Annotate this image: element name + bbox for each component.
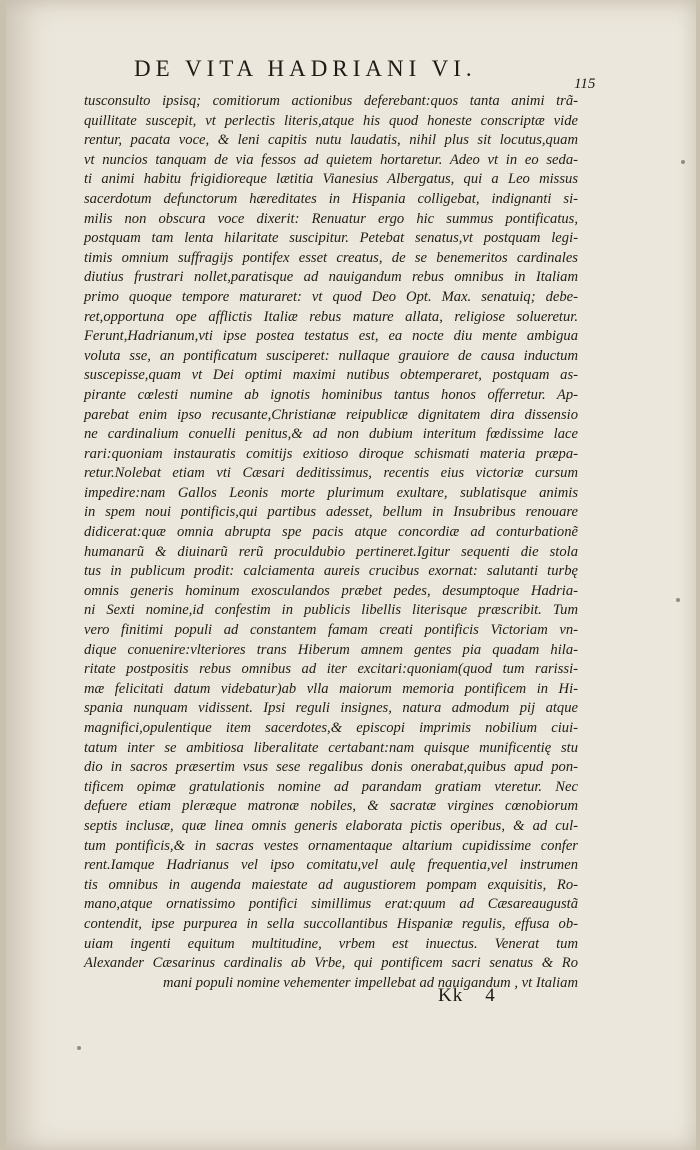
text-line: diutius frustrari nollet,paratisque ad nauigandum rebus omnibus in Italiam <box>84 269 578 286</box>
signature-mark <box>438 985 496 1007</box>
text-line: tatum inter se ambitiosa liberalitate certabant:nam quisque munificentię stu <box>84 739 578 756</box>
text-line: omnis generis hominum exosculandos præbet pedes, desumptoque Hadria- <box>84 582 578 599</box>
text-line: milis non obscura voce dixerit: Renuatur ergo hic summus pontificatus, <box>84 210 578 227</box>
text-line: pirante cœlesti numine ab ignotis hominibus tantus honos offerretur. Ap- <box>84 386 578 403</box>
text-line: ti animi habitu frigidioreque lætitia Vianesius Albergatus, qui a Leo missus <box>84 171 578 188</box>
signature-letters: Kk <box>438 985 464 1006</box>
text-line: tis omnibus in augenda maiestate ad augustiorem pompam exquisitis, Ro- <box>84 876 578 893</box>
text-line: didicerat:quæ omnia abrupta spe pacis atque concordiæ ad conturbationẽ <box>84 524 578 541</box>
text-line: defuere etiam pleræque matronæ nobiles, & sacratæ virgines cœnobiorum <box>84 798 578 815</box>
text-line: mano,atque ornatissimo pontifici simillimus erat:quum ad Cæsareaugustã <box>84 896 578 913</box>
text-line: quillitate suscepit, vt perlectis literis,atque his quod honeste conscriptæ vide <box>84 112 578 129</box>
running-head: DE VITA HADRIANI VI. <box>134 56 477 81</box>
text-line: dique conuenire:vlteriores trans Hiberum amnem gentes pia quadam hila- <box>84 641 578 658</box>
text-line: tificem opimæ gratulationis nomine ad parandam gratiam vteretur. Nec <box>84 778 578 795</box>
text-line: ni Sexti nomine,id confestim in publicis libellis literisque præscribit. Tum <box>84 602 578 619</box>
ink-speck <box>681 160 685 164</box>
text-line: in spem noui pontificis,qui partibus adesset, bellum in Insubribus renouare <box>84 504 578 521</box>
text-line: Alexander Cæsarinus cardinalis ab Vrbe, qui pontificem sacri senatus & Ro <box>84 955 578 972</box>
text-line: postquam tam lenta hilaritate suscipitur. Petebat senatus,vt postquam legi- <box>84 230 578 247</box>
text-line: parebat enim ipso recusante,Christianæ reipublicæ dignitatem dira dissensio <box>84 406 578 423</box>
book-page <box>6 0 696 1150</box>
text-line: humanarũ & diuinarũ rerũ proculdubio pertineret.Igitur sequenti die stola <box>84 543 578 560</box>
signature-number: 4 <box>485 985 496 1006</box>
text-line: ne cardinalium conuelli penitus,& ad non dubium interitum fœdissime lace <box>84 426 578 443</box>
text-line: rentur, pacata voce, & leni capitis nutu laudatis, nihil plus sit locutus,quam <box>84 132 578 149</box>
text-line: retur.Nolebat etiam vti Cæsari deditissimus, recentis eius victoriæ cursum <box>84 465 578 482</box>
text-line: timis omnium suffragijs pontifex esset creatus, de se benemeritos cardinales <box>84 249 578 266</box>
ink-speck <box>676 598 680 602</box>
text-line: dio in sacros præsertim vsus sese regalibus donis onerabat,quibus apud pon- <box>84 759 578 776</box>
text-line: septis inclusæ, quæ linea omnis generis elaborata pictis operibus, & ad cul- <box>84 817 578 834</box>
text-line: primo quoque tempore maturaret: vt quod Deo Opt. Max. senatuiq; debe- <box>84 288 578 305</box>
text-line: ritate postpositis rebus omnibus ad iter excitari:quoniam(quod tum rarissi- <box>84 661 578 678</box>
text-line: Ferunt,Hadrianum,vti ipse postea testatus est, ea nocte diu mente ambigua <box>84 328 578 345</box>
text-line: ret,opportuna ope afflictis Italiæ rebus mature allata, religiose solueretur. <box>84 308 578 325</box>
text-line: suscepisse,quam vt Dei optimi maximi nutibus obtemperaret, postquam as- <box>84 367 578 384</box>
text-line: tusconsulto ipsisq; comitiorum actionibus deferebant:quos tanta animi trã- <box>84 93 578 109</box>
text-line: vero finitimi populi ad constantem famam creati pontificis Victoriam vn- <box>84 622 578 639</box>
text-line: uiam ingenti equitum multitudine, vrbem est inuectus. Venerat tum <box>84 935 578 952</box>
text-line: rari:quoniam instauratis comitijs exitioso diroque schismati materia præpa- <box>84 445 578 462</box>
text-line: mani populi nomine vehementer impellebat ad nauigandum , vt Italiam <box>162 974 578 991</box>
text-line: magnifici,opulentique item sacerdotes,& episcopi imprimis nobilium ciui- <box>84 720 578 736</box>
page-number: 115 <box>574 76 596 92</box>
text-line: sacerdotum defunctorum hæreditates in Hispania colligebat, indignanti si- <box>84 190 578 207</box>
text-line: spania nunquam vidissent. Ipsi reguli insignes, natura admodum pij atque <box>84 700 578 717</box>
text-line: impedire:nam Gallos Leonis morte plurimum exultare, sublatisque animis <box>84 484 578 501</box>
text-line: rent.Iamque Hadrianus vel ipso comitatu,vel aulę frequentia,vel instrumen <box>84 857 578 874</box>
text-line: vt nuncios tanquam de via fessos ad quietem hortaretur. Adeo vt in eo seda- <box>84 151 578 168</box>
ink-speck <box>77 1046 81 1050</box>
text-line: tus in publicum prodit: calciamenta aureis crucibus exornat: salutanti turbę <box>84 563 578 580</box>
text-line: mæ felicitati datum videbatur)ab vlla maiorum memoria pontificem in Hi- <box>84 680 578 697</box>
text-line: contendit, ipse purpurea in sella succollantibus Hispaniæ regulis, effusa ob- <box>84 915 578 932</box>
body-text <box>84 92 578 993</box>
text-line: tum pontificis,& in sacras vestes ornamentaque altarium cupidissime confer <box>84 837 578 854</box>
text-line: voluta sse, an pontificatum susciperet: nullaque grauiore de causa inductum <box>84 347 578 364</box>
